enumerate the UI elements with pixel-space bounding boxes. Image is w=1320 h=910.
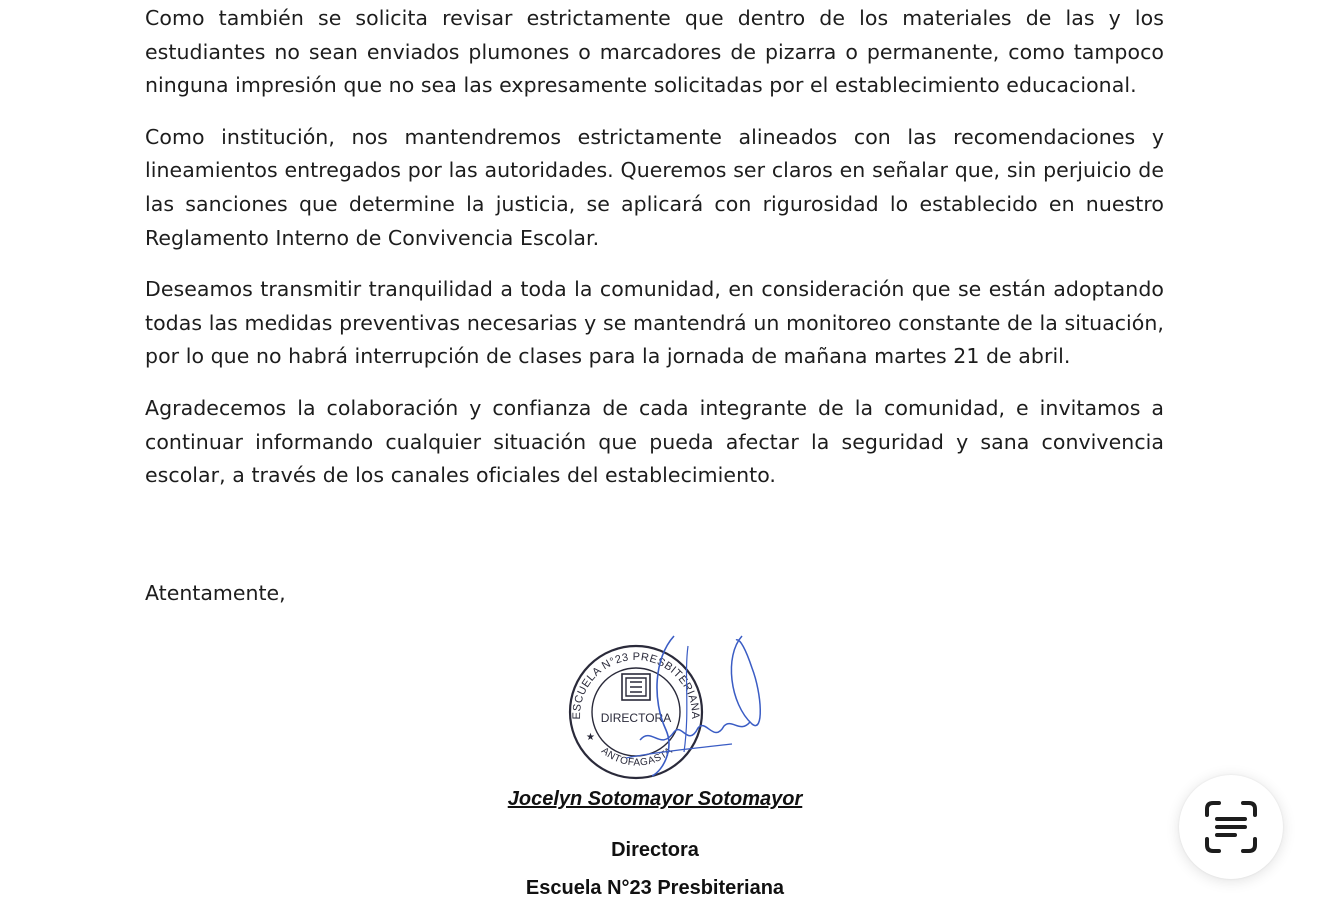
seal-bottom-text: ANTOFAGASTA — [599, 745, 675, 769]
paragraph: Como institución, nos mantendremos estrictamente alineados con las recomendaciones y lineamientos entregados por las autoridades. Queremos ser claros en señalar que, sin perjuicio de las sanciones que determine la justicia, se aplicará con rigurosidad lo establecido en nuestro Reglamento Interno de Convivencia Escolar. — [145, 124, 1164, 250]
svg-text:ESCUELA N°23 PRESBITERIANA — [571, 651, 701, 720]
svg-text:★: ★ — [586, 732, 595, 743]
paragraph: Como también se solicita revisar estrictamente que dentro de los materiales de las y los estudiantes no sean enviados plumones o marcadores de pizarra o permanente, como tampoco ninguna impresión que no sea las expresamente solicitadas por el establecimiento educacional. — [145, 6, 1164, 98]
seal-top-text: ESCUELA N°23 PRESBITERIANA — [570, 650, 702, 720]
signer-organization: Escuela N°23 Presbiteriana — [525, 877, 785, 899]
text-scan-button[interactable] — [1179, 775, 1283, 879]
seal-and-signature — [556, 630, 776, 780]
official-seal-icon — [556, 630, 776, 780]
text-scan-icon — [1203, 799, 1259, 855]
paragraph: Deseamos transmitir tranquilidad a toda la comunidad, en consideración que se están adoptando todas las medidas preventivas necesarias y se mantendrá un monitoreo constante de la situación, por lo que no habrá interrupción de clases para la jornada de mañana martes 21 de abril. — [145, 277, 1164, 369]
document-body — [145, 2, 1164, 511]
seal-center-text: DIRECTORA — [600, 711, 672, 725]
closing-salutation: Atentamente, — [145, 581, 286, 605]
signer-title: Directora — [611, 839, 699, 861]
paragraph: Agradecemos la colaboración y confianza de cada integrante de la comunidad, e invitamos a continuar informando cualquier situación que pueda afectar la seguridad y sana convivencia escolar, a través de los canales oficiales del establecimiento. — [145, 395, 1164, 488]
signer-name: Jocelyn Sotomayor Sotomayor — [507, 788, 803, 810]
